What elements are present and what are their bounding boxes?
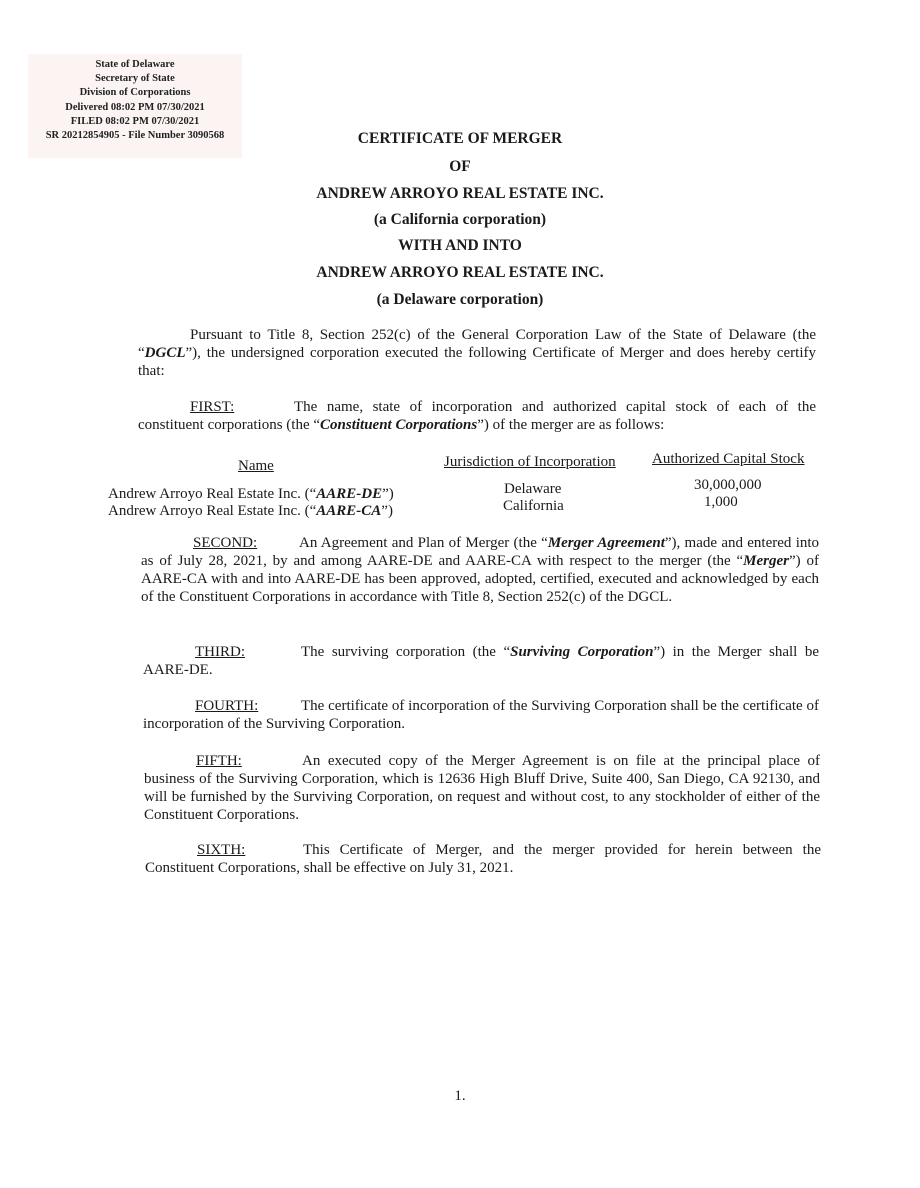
section-heading-third: THIRD: [195,644,245,660]
section-second: SECOND: An Agreement and Plan of Merger (the “Merger Agreement”), made and entered into as of July 28, 2021, by and among AARE-DE and AARE-CA with respect to the merger (the “Merger”) of AARE-CA with and into AARE-DE has been approved, adopted, certified, executed and acknowledged by each of the Constituent Corporations in accordance with Title 8, Section 252(c) of the DGCL. [141,535,820,605]
section-sixth: SIXTH: This Certificate of Merger, and the merger provided for herein between the Constituent Corporations, shall be effective on July 31, 2021. [145,842,821,876]
table-row-name: Andrew Arroyo Real Estate Inc. (“AARE-DE”) [108,486,394,502]
stamp-line: Delivered 08:02 PM 07/30/2021 [65,101,205,113]
section-heading-sixth: SIXTH: [197,842,246,858]
stamp-line: Division of Corporations [79,87,191,99]
section-heading-first: FIRST: [190,399,235,415]
table-row-stock: 30,000,000 [694,477,762,493]
merging-company-name: ANDREW ARROYO REAL ESTATE INC. [316,185,604,202]
surviving-company-jurisdiction: (a Delaware corporation) [376,291,544,308]
column-header-stock: Authorized Capital Stock [652,451,805,467]
stamp-line: FILED 08:02 PM 07/30/2021 [70,115,200,127]
intro-paragraph: Pursuant to Title 8, Section 252(c) of the General Corporation Law of the State of Delaware (the “DGCL”), the undersigned corporation executed the following Certificate of Merger and does hereby certify that: [138,327,816,379]
section-fourth: FOURTH: The certificate of incorporation of the Surviving Corporation shall be the certificate of incorporation of the Surviving Corporation. [143,698,819,732]
defined-term-merger-agreement: Merger Agreement [547,535,665,551]
surviving-company-name: ANDREW ARROYO REAL ESTATE INC. [316,264,604,281]
table-row-jurisdiction: Delaware [504,481,562,497]
section-first: FIRST: The name, state of incorporation and authorized capital stock of each of the constituent corporations (the “Constituent Corporations”) of the merger are as follows: [138,399,816,433]
section-third: THIRD: The surviving corporation (the “Surviving Corporation”) in the Merger shall be AARE-DE. [143,644,819,678]
defined-term-dgcl: DGCL [144,345,186,361]
defined-term-surviving-corporation: Surviving Corporation [510,644,654,660]
title-of: OF [449,158,471,175]
section-heading-fifth: FIFTH: [196,753,242,769]
page-number: 1. [454,1088,466,1104]
merging-company-jurisdiction: (a California corporation) [373,211,547,228]
stamp-line: Secretary of State [95,73,175,85]
defined-term-merger: Merger [743,553,789,569]
column-header-jurisdiction: Jurisdiction of Incorporation [444,454,616,470]
document-title: CERTIFICATE OF MERGER [357,130,563,147]
table-row-stock: 1,000 [704,494,738,510]
stamp-line: State of Delaware [95,59,175,70]
stamp-line: SR 20212854905 - File Number 3090568 [45,130,225,142]
title-with-and-into: WITH AND INTO [398,237,522,254]
defined-term-constituent-corporations: Constituent Corporations [320,417,478,433]
section-fifth: FIFTH: An executed copy of the Merger Agreement is on file at the principal place of business of the Surviving Corporation, which is 12636 High Bluff Drive, Suite 400, San Diego, CA 92130, and will be furnished by the Surviving Corporation, on request and without cost, to any stockholder of either of the Constituent Corporations. [144,753,820,823]
table-row-jurisdiction: California [503,498,564,514]
column-header-name: Name [238,458,274,474]
table-row-name: Andrew Arroyo Real Estate Inc. (“AARE-CA”) [108,503,393,519]
section-heading-fourth: FOURTH: [195,698,259,714]
section-heading-second: SECOND: [193,535,258,551]
